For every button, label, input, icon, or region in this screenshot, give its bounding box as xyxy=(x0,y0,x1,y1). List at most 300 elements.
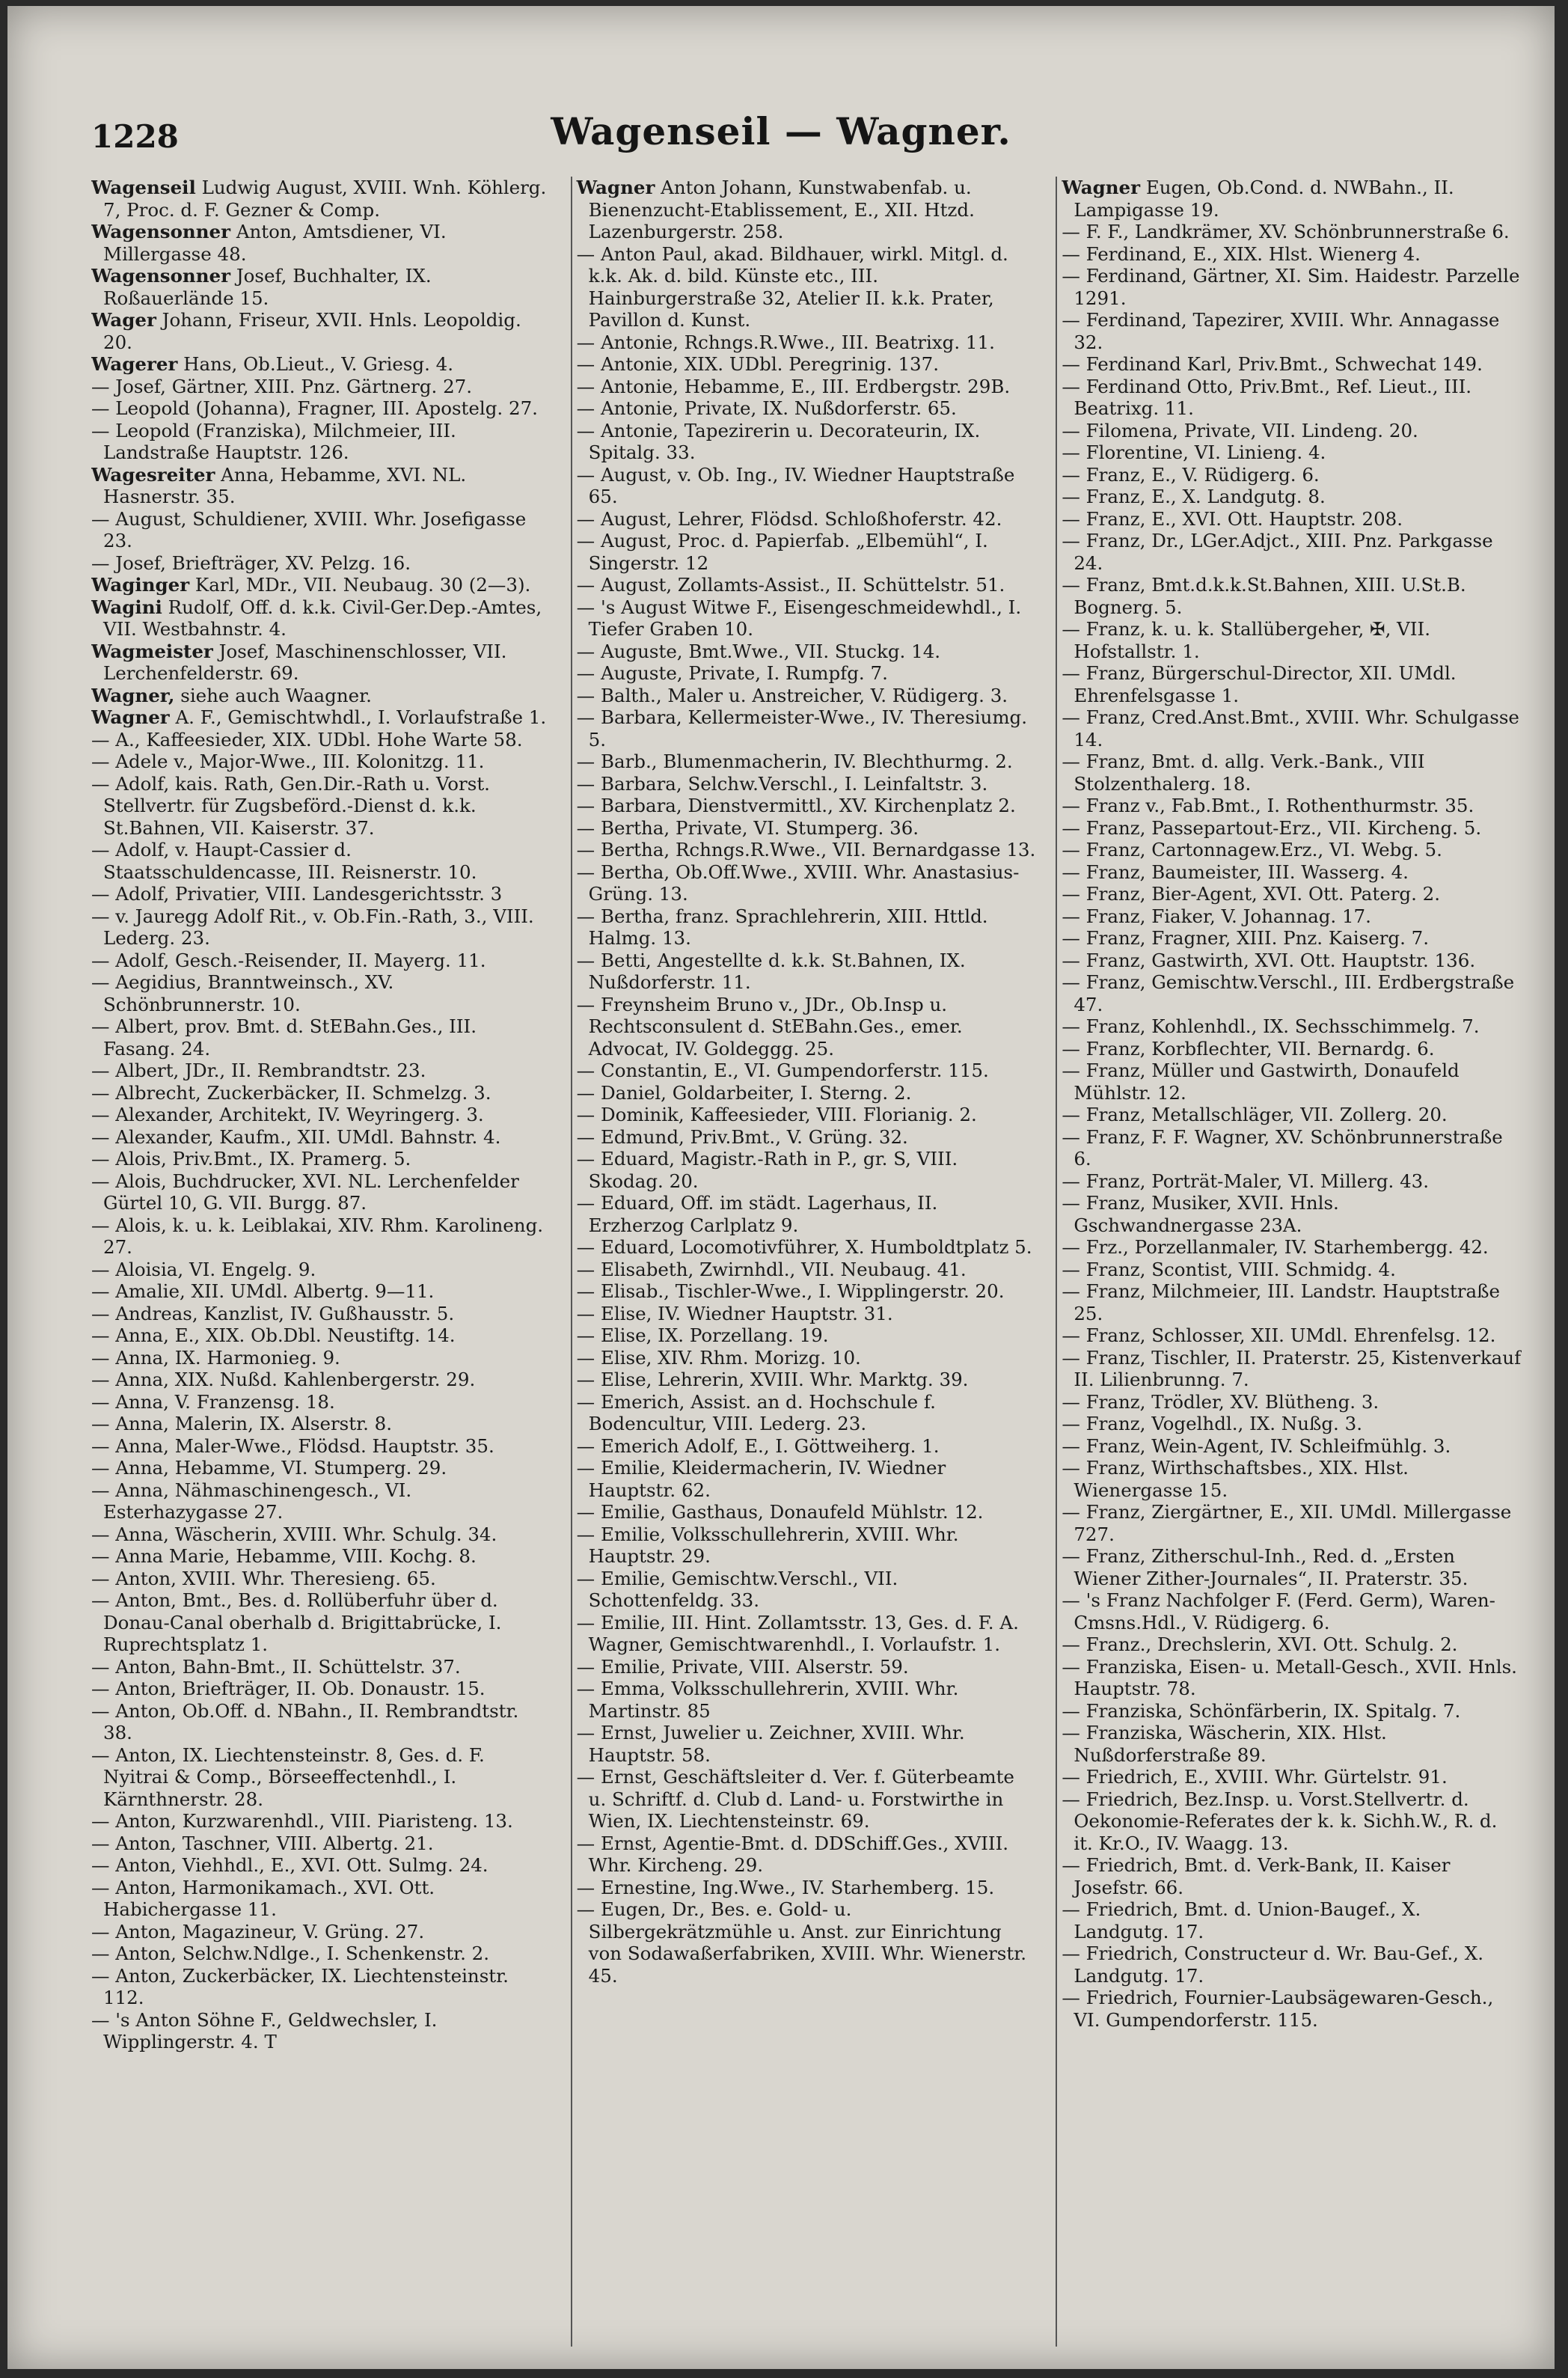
directory-entry xyxy=(577,662,1037,685)
directory-entry xyxy=(1062,795,1522,817)
entry-text: — Franz, Trödler, XV. Blütheng. 3. xyxy=(1062,1390,1379,1413)
entry-text: — Franz, Tischler, II. Praterstr. 25, Kistenverkauf II. Lilienbrunng. 7. xyxy=(1062,1346,1522,1390)
entry-text: — Friedrich, Bmt. d. Verk-Bank, II. Kaiser Josefstr. 66. xyxy=(1062,1854,1451,1898)
entry-text: — A., Kaffeesieder, XIX. UDbl. Hohe Warte 58. xyxy=(91,728,523,751)
directory-entry xyxy=(91,1678,551,1700)
directory-entry xyxy=(577,1324,1037,1347)
entry-text: — Franz, Porträt-Maler, VI. Millerg. 43. xyxy=(1062,1170,1430,1192)
entry-text: — Elise, Lehrerin, XVIII. Whr. Marktg. 39. xyxy=(576,1369,969,1390)
directory-entry xyxy=(577,508,1037,531)
directory-entry xyxy=(1062,177,1522,221)
directory-entry xyxy=(1062,950,1522,972)
entry-text: — Franz, Bier-Agent, XVI. Ott. Paterg. 2. xyxy=(1062,883,1441,905)
entry-text: — Anton, Bahn-Bmt., II. Schüttelstr. 37. xyxy=(91,1655,461,1678)
directory-entry xyxy=(1062,1104,1522,1126)
directory-entry xyxy=(577,1898,1037,1987)
directory-entry xyxy=(1062,1854,1522,1898)
entry-text: — Daniel, Goldarbeiter, I. Sterng. 2. xyxy=(576,1081,912,1104)
entry-text: — Albert, prov. Bmt. d. StEBahn.Ges., III. Fasang. 24. xyxy=(91,1015,477,1060)
directory-entry xyxy=(91,839,551,883)
entry-text: — Franz, Wein-Agent, IV. Schleifmühlg. 3. xyxy=(1062,1434,1451,1457)
directory-entry xyxy=(1062,508,1522,531)
directory-entry xyxy=(91,883,551,905)
entry-text: — Filomena, Private, VII. Lindeng. 20. xyxy=(1062,419,1418,441)
entry-text: — August, Lehrer, Flödsd. Schloßhoferstr. 42. xyxy=(576,507,1002,530)
directory-entry xyxy=(91,376,551,398)
entry-text: — Franz, k. u. k. Stallübergeher, ✠, VII. Hofstallstr. 1. xyxy=(1062,618,1430,662)
directory-entry xyxy=(577,641,1037,663)
directory-entry xyxy=(1062,1633,1522,1656)
directory-entry xyxy=(577,1082,1037,1104)
entry-text: Ludwig August, XVIII. Wnh. Köhlerg. 7, Proc. d. F. Gezner & Comp. xyxy=(103,177,547,221)
directory-entry xyxy=(577,1722,1037,1766)
directory-entry xyxy=(1062,706,1522,751)
directory-entry xyxy=(577,1656,1037,1678)
directory-entry xyxy=(1062,971,1522,1015)
directory-entry xyxy=(1062,1413,1522,1435)
directory-entry xyxy=(1062,1060,1522,1104)
entry-text: — Emilie, Private, VIII. Alserstr. 59. xyxy=(576,1655,909,1678)
directory-entry xyxy=(91,1589,551,1656)
directory-entry xyxy=(1062,861,1522,884)
entry-surname: Waginger xyxy=(91,574,190,596)
entry-text: A. F., Gemischtwhdl., I. Vorlaufstraße 1. xyxy=(169,706,547,728)
directory-entry xyxy=(91,1104,551,1126)
directory-entry xyxy=(1062,1457,1522,1501)
directory-entry xyxy=(1062,243,1522,266)
entry-text: — Franziska, Wäscherin, XIX. Hlst. Nußdorferstraße 89. xyxy=(1062,1722,1387,1766)
directory-entry xyxy=(91,2009,551,2053)
directory-entry xyxy=(91,1435,551,1458)
entry-text: — Leopold (Franziska), Milchmeier, III. Landstraße Hauptstr. 126. xyxy=(91,419,456,463)
directory-entry xyxy=(1062,530,1522,574)
entry-text: — Franz, Vogelhdl., IX. Nußg. 3. xyxy=(1062,1413,1362,1434)
entry-surname: Wagner xyxy=(576,177,655,198)
entry-text: — Bertha, Private, VI. Stumperg. 36. xyxy=(576,816,919,839)
entry-text: — Auguste, Bmt.Wwe., VII. Stuckg. 14. xyxy=(576,640,941,662)
entry-text: — Franz, Korbflechter, VII. Bernardg. 6. xyxy=(1062,1037,1435,1060)
entry-text: — Franz, Kohlenhdl., IX. Sechsschimmelg. 7. xyxy=(1062,1015,1480,1037)
entry-text: — Franz, Müller und Gastwirth, Donaufeld Mühlstr. 12. xyxy=(1062,1060,1460,1104)
directory-entry xyxy=(1062,751,1522,795)
directory-entry xyxy=(91,729,551,751)
entry-text: — Barbara, Kellermeister-Wwe., IV. Theresiumg. 5. xyxy=(576,706,1028,751)
directory-entry xyxy=(1062,817,1522,840)
page-number: 1228 xyxy=(91,118,179,155)
entry-text: — Franz, Baumeister, III. Wasserg. 4. xyxy=(1062,861,1409,883)
directory-entry xyxy=(91,1943,551,1965)
directory-entry xyxy=(91,1479,551,1523)
entry-surname: Wagesreiter xyxy=(91,463,215,486)
entry-text: — Adele v., Major-Wwe., III. Kolonitzg. 11. xyxy=(91,751,485,772)
directory-entry xyxy=(577,1369,1037,1391)
entry-text: — Adolf, v. Haupt-Cassier d. Staatsschuldencasse, III. Reisnerstr. 10. xyxy=(91,839,477,883)
directory-entry xyxy=(1062,1280,1522,1324)
entry-text: — Adolf, Gesch.-Reisender, II. Mayerg. 11. xyxy=(91,949,486,971)
directory-entry xyxy=(577,376,1037,398)
directory-entry xyxy=(91,773,551,840)
directory-entry xyxy=(577,994,1037,1060)
entry-text: — Anna, Malerin, IX. Alserstr. 8. xyxy=(91,1413,393,1434)
directory-entry xyxy=(577,817,1037,840)
directory-entry xyxy=(1062,905,1522,928)
directory-entry xyxy=(91,1082,551,1104)
directory-entry xyxy=(577,1126,1037,1149)
directory-entry xyxy=(91,574,551,596)
entry-text: — Elisabeth, Zwirnhdl., VII. Neubaug. 41. xyxy=(576,1258,967,1280)
directory-entry xyxy=(91,1545,551,1568)
entry-text: — Elise, IV. Wiedner Hauptstr. 31. xyxy=(576,1302,893,1324)
directory-entry xyxy=(577,1523,1037,1568)
entry-text: — Eduard, Locomotivführer, X. Humboldtplatz 5. xyxy=(576,1236,1032,1258)
directory-entry xyxy=(1062,1324,1522,1347)
directory-entry xyxy=(1062,1347,1522,1391)
entry-text: — Anna, Wäscherin, XVIII. Whr. Schulg. 34. xyxy=(91,1523,497,1545)
entry-text: — Balth., Maler u. Anstreicher, V. Rüdigerg. 3. xyxy=(576,684,1008,706)
directory-entry xyxy=(1062,1656,1522,1700)
directory-entry xyxy=(91,1413,551,1435)
entry-surname: Wagini xyxy=(91,596,162,618)
directory-entry xyxy=(577,706,1037,751)
directory-entry xyxy=(91,1744,551,1811)
directory-entry xyxy=(1062,376,1522,420)
entry-text: — Betti, Angestellte d. k.k. St.Bahnen, IX. Nußdorferstr. 11. xyxy=(576,949,966,993)
entry-text: Eugen, Ob.Cond. d. NWBahn., II. Lampigasse 19. xyxy=(1074,177,1454,221)
entry-text: — August, Zollamts-Assist., II. Schüttelstr. 51. xyxy=(576,574,1005,596)
entry-text: — Leopold (Johanna), Fragner, III. Apostelg. 27. xyxy=(91,397,538,419)
entry-text: — Franz, Cred.Anst.Bmt., XVIII. Whr. Schulgasse 14. xyxy=(1062,706,1519,751)
entry-text: — August, Proc. d. Papierfab. „Elbemühl“, I. Singerstr. 12 xyxy=(576,530,988,574)
entry-text: — Anton, Zuckerbäcker, IX. Liechtensteinstr. 112. xyxy=(91,1964,509,2008)
directory-entry xyxy=(1062,464,1522,486)
entry-text: — Anna, XIX. Nußd. Kahlenbergerstr. 29. xyxy=(91,1369,476,1390)
entry-text: — Anna, Nähmaschinengesch., VI. Esterhazygasse 27. xyxy=(91,1479,412,1523)
entry-text: — Antonie, Rchngs.R.Wwe., III. Beatrixg. 11. xyxy=(576,331,995,353)
directory-entry xyxy=(577,1391,1037,1435)
entry-text: — Anton, Harmonikamach., XVI. Ott. Habichergasse 11. xyxy=(91,1876,435,1920)
entry-text: — Albert, JDr., II. Rembrandtstr. 23. xyxy=(91,1060,426,1081)
entry-text: — Josef, Gärtner, XIII. Pnz. Gärtnerg. 27. xyxy=(91,375,473,397)
entry-text: — Antonie, Hebamme, E., III. Erdbergstr. 29B. xyxy=(576,375,1011,397)
entry-text: — Anton, Briefträger, II. Ob. Donaustr. 15. xyxy=(91,1678,486,1699)
entry-text: — 's August Witwe F., Eisengeschmeidewhdl., I. Tiefer Graben 10. xyxy=(576,596,1022,640)
entry-text: — Emilie, III. Hint. Zollamtsstr. 13, Ges. d. F. A. Wagner, Gemischtwarenhdl., I. Vorlaufstr. 1. xyxy=(576,1611,1019,1655)
entry-text: — Barbara, Dienstvermittl., XV. Kirchenplatz 2. xyxy=(576,795,1016,816)
directory-entry xyxy=(577,530,1037,574)
directory-entry xyxy=(1062,1987,1522,2031)
entry-text: — Friedrich, Bez.Insp. u. Vorst.Stellvertr. d. Oekonomie-Referates der k. k. Sichh.W., R. d. it. Kr.O., IV. Waagg. 13. xyxy=(1062,1788,1498,1854)
entry-text: Johann, Friseur, XVII. Hnls. Leopoldig. 20. xyxy=(103,309,521,353)
directory-entry xyxy=(577,331,1037,354)
entry-text: — Ernst, Geschäftsleiter d. Ver. f. Güterbeamte u. Schriftf. d. Club d. Land- u. Forstwirthe in Wien, IX. Liechtensteinstr. 69. xyxy=(576,1766,1014,1832)
directory-entry xyxy=(577,1678,1037,1722)
entry-text: — Emerich Adolf, E., I. Göttweiherg. 1. xyxy=(576,1434,940,1457)
directory-entry xyxy=(577,397,1037,420)
entry-text: — Franz, Gemischtw.Verschl., III. Erdbergstraße 47. xyxy=(1062,971,1515,1015)
directory-entry xyxy=(91,950,551,972)
directory-entry xyxy=(577,243,1037,331)
entry-text: — Eugen, Dr., Bes. e. Gold- u. Silbergekrätzmühle u. Anst. zur Einrichtung von Sodawaßerfabriken, XVIII. Whr. Wienerstr. 45. xyxy=(576,1898,1027,1987)
directory-entry xyxy=(577,751,1037,773)
directory-entry xyxy=(91,1303,551,1325)
directory-entry xyxy=(1062,883,1522,905)
directory-entry xyxy=(91,1568,551,1590)
entry-text: — Franz, Bürgerschul-Director, XII. UMdl. Ehrenfelsgasse 1. xyxy=(1062,662,1457,706)
entry-text: — Frz., Porzellanmaler, IV. Starhembergg. 42. xyxy=(1062,1236,1489,1258)
directory-entry xyxy=(1062,420,1522,442)
directory-entry xyxy=(1062,1501,1522,1545)
directory-entry xyxy=(577,1766,1037,1833)
entry-text: — Dominik, Kaffeesieder, VIII. Florianig. 2. xyxy=(576,1104,977,1125)
entry-text: — Franz, F. F. Wagner, XV. Schönbrunnerstraße 6. xyxy=(1062,1125,1503,1170)
entry-text: — Anton, Viehhdl., E., XVI. Ott. Sulmg. 24. xyxy=(91,1854,489,1876)
entry-text: — Franz., Drechslerin, XVI. Ott. Schulg. 2. xyxy=(1062,1633,1458,1655)
entry-text: — Anna, Maler-Wwe., Flödsd. Hauptstr. 35. xyxy=(91,1434,494,1457)
entry-text: — Anna, Hebamme, VI. Stumperg. 29. xyxy=(91,1457,447,1479)
entry-text: — Franz, E., XVI. Ott. Hauptstr. 208. xyxy=(1062,507,1403,530)
directory-entry xyxy=(91,1369,551,1391)
entry-text: — Franz, Schlosser, XII. UMdl. Ehrenfelsg. 12. xyxy=(1062,1324,1496,1346)
entry-surname: Wagner xyxy=(91,706,170,728)
entry-text: — Franz, Scontist, VIII. Schmidg. 4. xyxy=(1062,1258,1396,1280)
entry-text: — Friedrich, Constructeur d. Wr. Bau-Gef., X. Landgutg. 17. xyxy=(1062,1943,1483,1987)
directory-entry xyxy=(577,839,1037,861)
directory-entry xyxy=(577,1435,1037,1458)
entry-text: — Albrecht, Zuckerbäcker, II. Schmelzg. 3. xyxy=(91,1081,491,1104)
entry-text: — August, Schuldiener, XVIII. Whr. Josefigasse 23. xyxy=(91,507,527,551)
directory-entry xyxy=(1062,574,1522,618)
entry-text: — Josef, Briefträger, XV. Pelzg. 16. xyxy=(91,551,411,574)
directory-entry xyxy=(1062,353,1522,376)
entry-text: — Emilie, Volksschullehrerin, XVIII. Whr. Hauptstr. 29. xyxy=(576,1523,959,1567)
directory-entry xyxy=(91,397,551,420)
directory-entry xyxy=(91,971,551,1015)
entry-text: — Amalie, XII. UMdl. Albertg. 9—11. xyxy=(91,1280,435,1302)
entry-text: — Freynsheim Bruno v., JDr., Ob.Insp u. Rechtsconsulent d. StEBahn.Ges., emer. Advocat, IV. Goldeggg. 25. xyxy=(576,993,963,1060)
directory-entry xyxy=(91,685,551,707)
entry-text: — Anna, V. Franzensg. 18. xyxy=(91,1390,335,1413)
entry-text: — Anton, Taschner, VIII. Albertg. 21. xyxy=(91,1832,434,1854)
directory-entry xyxy=(577,596,1037,641)
entry-text: — Emerich, Assist. an d. Hochschule f. Bodencultur, VIII. Lederg. 23. xyxy=(576,1390,936,1434)
directory-entry xyxy=(577,1259,1037,1281)
directory-entry xyxy=(91,1965,551,2009)
column-2 xyxy=(571,177,1037,2347)
directory-entry xyxy=(577,685,1037,707)
column-3 xyxy=(1056,177,1522,2347)
directory-entry xyxy=(577,1192,1037,1236)
directory-entry xyxy=(1062,1015,1522,1038)
entry-text: — Franziska, Schönfärberin, IX. Spitalg. 7. xyxy=(1062,1699,1461,1722)
directory-entry xyxy=(1062,839,1522,861)
entry-surname: Wagensonner xyxy=(91,265,231,287)
directory-entry xyxy=(91,1810,551,1833)
entry-text: — Anton Paul, akad. Bildhauer, wirkl. Mitgl. d. k.k. Ak. d. bild. Künste etc., III. Hainburgerstraße 32, Atelier II. k.k. Prater, Pavillon d. Kunst. xyxy=(576,242,1008,331)
directory-entry xyxy=(1062,618,1522,662)
entry-text: Rudolf, Off. d. k.k. Civil-Ger.Dep.-Amtes, VII. Westbahnstr. 4. xyxy=(103,596,542,640)
entry-text: — Adolf, kais. Rath, Gen.Dir.-Rath u. Vorst. Stellvertr. für Zugsbeförd.-Dienst d. k.k. St.Bahnen, VII. Kaiserstr. 37. xyxy=(91,772,490,839)
entry-text: — Andreas, Kanzlist, IV. Gußhausstr. 5. xyxy=(91,1302,455,1324)
directory-entry xyxy=(91,751,551,773)
directory-entry xyxy=(1062,265,1522,309)
entry-text: — Anna Marie, Hebamme, VIII. Kochg. 8. xyxy=(91,1545,477,1567)
entry-surname: Wagerer xyxy=(91,353,178,375)
entry-text: — Aegidius, Branntweinsch., XV. Schönbrunnerstr. 10. xyxy=(91,971,394,1015)
entry-text: — Auguste, Private, I. Rumpfg. 7. xyxy=(576,662,888,684)
entry-text: — Antonie, XIX. UDbl. Peregrinig. 137. xyxy=(576,353,939,375)
entry-text: — Franz, Fiaker, V. Johannag. 17. xyxy=(1062,905,1371,927)
entry-text: — Antonie, Private, IX. Nußdorferstr. 65. xyxy=(576,397,957,419)
directory-entry xyxy=(91,1170,551,1214)
directory-entry xyxy=(91,420,551,464)
entry-text: — Friedrich, Bmt. d. Union-Baugef., X. Landgutg. 17. xyxy=(1062,1898,1421,1943)
directory-entry xyxy=(577,1280,1037,1303)
entry-surname: Wagenseil xyxy=(91,177,196,198)
entry-text: — Bertha, Ob.Off.Wwe., XVIII. Whr. Anastasius-Grüng. 13. xyxy=(576,861,1020,905)
directory-entry xyxy=(91,706,551,729)
directory-entry xyxy=(577,1148,1037,1192)
running-title: Wagenseil — Wagner. xyxy=(551,109,1011,153)
entry-text: — Alexander, Kaufm., XII. UMdl. Bahnstr. 4. xyxy=(91,1125,501,1148)
entry-text: — Bertha, franz. Sprachlehrerin, XIII. Httld. Halmg. 13. xyxy=(576,905,988,949)
directory-entry xyxy=(91,1126,551,1149)
entry-text: — Antonie, Tapezirerin u. Decorateurin, IX. Spitalg. 33. xyxy=(576,419,981,463)
entry-text: — Anton, Bmt., Bes. d. Rollüberfuhr über d. Donau-Canal oberhalb d. Brigittabrücke, I. Ruprechtsplatz 1. xyxy=(91,1589,502,1655)
directory-entry xyxy=(1062,1943,1522,1987)
entry-text: — Alois, Buchdrucker, XVI. NL. Lerchenfelder Gürtel 10, G. VII. Burgg. 87. xyxy=(91,1170,519,1214)
entry-text: — Friedrich, Fournier-Laubsägewaren-Gesch., VI. Gumpendorferstr. 115. xyxy=(1062,1987,1494,2031)
entry-surname: Wagensonner xyxy=(91,221,231,242)
directory-entry xyxy=(1062,1038,1522,1060)
entry-text: — Anna, E., XIX. Ob.Dbl. Neustiftg. 14. xyxy=(91,1324,456,1346)
directory-entry xyxy=(1062,1435,1522,1458)
entry-text: Josef, Maschinenschlosser, VII. Lerchenfelderstr. 69. xyxy=(103,640,507,684)
entry-text: — Edmund, Priv.Bmt., V. Grüng. 32. xyxy=(576,1125,908,1148)
directory-entry xyxy=(91,1060,551,1082)
directory-entry xyxy=(91,641,551,685)
directory-entry xyxy=(91,1324,551,1347)
directory-entry xyxy=(91,1015,551,1060)
entry-text: — Eduard, Magistr.-Rath in P., gr. S, VIII. Skodag. 20. xyxy=(576,1148,958,1192)
entry-text: — Franz, Zitherschul-Inh., Red. d. „Ersten Wiener Zither-Journales“, II. Praterstr. 35. xyxy=(1062,1545,1469,1589)
entry-text: — Constantin, E., VI. Gumpendorferstr. 115. xyxy=(576,1060,989,1081)
directory-entry xyxy=(1062,662,1522,706)
directory-entry xyxy=(91,177,551,221)
directory-entry xyxy=(577,1236,1037,1259)
directory-entry xyxy=(1062,1788,1522,1855)
entry-text: — Franz, Musiker, XVII. Hnls. Gschwandnergasse 23A. xyxy=(1062,1192,1339,1236)
entry-text: — Alois, Priv.Bmt., IX. Pramerg. 5. xyxy=(91,1148,411,1170)
entry-text: — Anton, Kurzwarenhdl., VIII. Piaristeng. 13. xyxy=(91,1810,513,1832)
entry-text: — Franz, Bmt. d. allg. Verk.-Bank., VIII Stolzenthalerg. 18. xyxy=(1062,751,1425,795)
directory-entry xyxy=(577,950,1037,994)
entry-text: — Elisab., Tischler-Wwe., I. Wipplingerstr. 20. xyxy=(576,1280,1005,1302)
directory-entry xyxy=(91,1148,551,1170)
directory-entry xyxy=(1062,1192,1522,1236)
directory-entry xyxy=(1062,1170,1522,1193)
entry-text: — Emma, Volksschullehrerin, XVIII. Whr. Martinstr. 85 xyxy=(576,1678,959,1722)
directory-entry xyxy=(91,1877,551,1921)
directory-entry xyxy=(1062,1589,1522,1633)
directory-entry xyxy=(91,905,551,950)
entry-text: — Elise, IX. Porzellang. 19. xyxy=(576,1324,829,1346)
entry-text: Anna, Hebamme, XVI. NL. Hasnerstr. 35. xyxy=(103,463,467,507)
directory-entry xyxy=(1062,1391,1522,1413)
entry-text: — Franziska, Eisen- u. Metall-Gesch., XVII. Hnls. Hauptstr. 78. xyxy=(1062,1655,1517,1699)
directory-entry xyxy=(577,1303,1037,1325)
entry-text: — Franz, Bmt.d.k.k.St.Bahnen, XIII. U.St.B. Bognerg. 5. xyxy=(1062,574,1466,618)
entry-text: — Franz, Ziergärtner, E., XII. UMdl. Millergasse 727. xyxy=(1062,1501,1512,1545)
directory-entry xyxy=(577,1833,1037,1877)
entry-text: — Emilie, Kleidermacherin, IV. Wiedner Hauptstr. 62. xyxy=(576,1457,946,1501)
entry-text: — Barbara, Selchw.Verschl., I. Leinfaltstr. 3. xyxy=(576,772,988,795)
entry-text: — Franz, Wirthschaftsbes., XIX. Hlst. Wienergasse 15. xyxy=(1062,1457,1409,1501)
entry-text: — Franz, Passepartout-Erz., VII. Kircheng. 5. xyxy=(1062,816,1482,839)
directory-entry xyxy=(577,1877,1037,1899)
entry-text: — 's Anton Söhne F., Geldwechsler, I. Wipplingerstr. 4. T xyxy=(91,2008,438,2053)
directory-entry xyxy=(1062,1236,1522,1259)
directory-entry xyxy=(1062,309,1522,353)
entry-text: — Emilie, Gemischtw.Verschl., VII. Schottenfeldg. 33. xyxy=(576,1567,898,1611)
entry-text: — Ernst, Juwelier u. Zeichner, XVIII. Whr. Hauptstr. 58. xyxy=(576,1722,965,1766)
directory-entry xyxy=(91,1457,551,1479)
entry-text: — Ferdinand, Tapezirer, XVIII. Whr. Annagasse 32. xyxy=(1062,309,1500,353)
directory-entry xyxy=(577,795,1037,817)
directory-entry xyxy=(1062,1766,1522,1788)
entry-text: — Bertha, Rchngs.R.Wwe., VII. Bernardgasse 13. xyxy=(576,839,1036,861)
entry-text: — Franz, Dr., LGer.Adjct., XIII. Pnz. Parkgasse 24. xyxy=(1062,530,1493,574)
directory-entry xyxy=(577,177,1037,243)
directory-entry xyxy=(91,353,551,376)
directory-entry xyxy=(577,773,1037,795)
directory-entry xyxy=(1062,441,1522,464)
directory-entry xyxy=(577,1612,1037,1656)
entry-text: — Franz, E., V. Rüdigerg. 6. xyxy=(1062,463,1320,486)
entry-text: — Friedrich, E., XVIII. Whr. Gürtelstr. 91. xyxy=(1062,1766,1448,1788)
directory-entry xyxy=(91,1214,551,1259)
directory-entry xyxy=(1062,1259,1522,1281)
directory-entry xyxy=(1062,221,1522,243)
directory-entry xyxy=(91,1656,551,1678)
directory-entry xyxy=(91,1280,551,1303)
directory-entry xyxy=(577,1060,1037,1082)
entry-text: Anton Johann, Kunstwabenfab. u. Bienenzucht-Etablissement, E., XII. Htzd. Lazenburgerstr. 258. xyxy=(588,177,975,242)
page-header xyxy=(7,6,1555,156)
entry-text: — Anton, IX. Liechtensteinstr. 8, Ges. d. F. Nyitrai & Comp., Börseeffectenhdl., I. Kärnthnerstr. 28. xyxy=(91,1743,485,1810)
entry-text: — Alexander, Architekt, IV. Weyringerg. 3. xyxy=(91,1104,484,1125)
directory-entry xyxy=(577,574,1037,596)
directory-entry xyxy=(91,265,551,309)
entry-surname: Wager xyxy=(91,309,156,331)
directory-entry xyxy=(91,508,551,552)
entry-text: — Franz, Cartonnagew.Erz., VI. Webg. 5. xyxy=(1062,839,1442,861)
entry-text: — Aloisia, VI. Engelg. 9. xyxy=(91,1258,316,1280)
entry-surname: Wagner, xyxy=(91,684,175,706)
entry-text: — F. F., Landkrämer, XV. Schönbrunnerstraße 6. xyxy=(1062,221,1510,242)
directory-entry xyxy=(577,1104,1037,1126)
entry-text: — Ferdinand, Gärtner, XI. Sim. Haidestr. Parzelle 1291. xyxy=(1062,265,1520,309)
entry-text: — Florentine, VI. Linieng. 4. xyxy=(1062,441,1326,463)
directory-entry xyxy=(577,905,1037,950)
directory-entry xyxy=(91,309,551,353)
entry-text: — Alois, k. u. k. Leiblakai, XIV. Rhm. Karolineng. 27. xyxy=(91,1214,544,1258)
entry-text: Karl, MDr., VII. Neubaug. 30 (2—3). xyxy=(189,574,531,596)
entry-text: Hans, Ob.Lieut., V. Griesg. 4. xyxy=(177,353,454,375)
entry-text: — Anton, Ob.Off. d. NBahn., II. Rembrandtstr. 38. xyxy=(91,1699,519,1743)
directory-entry xyxy=(1062,1545,1522,1589)
directory-entry xyxy=(1062,1898,1522,1943)
entry-text: Josef, Buchhalter, IX. Roßauerlände 15. xyxy=(103,265,432,309)
